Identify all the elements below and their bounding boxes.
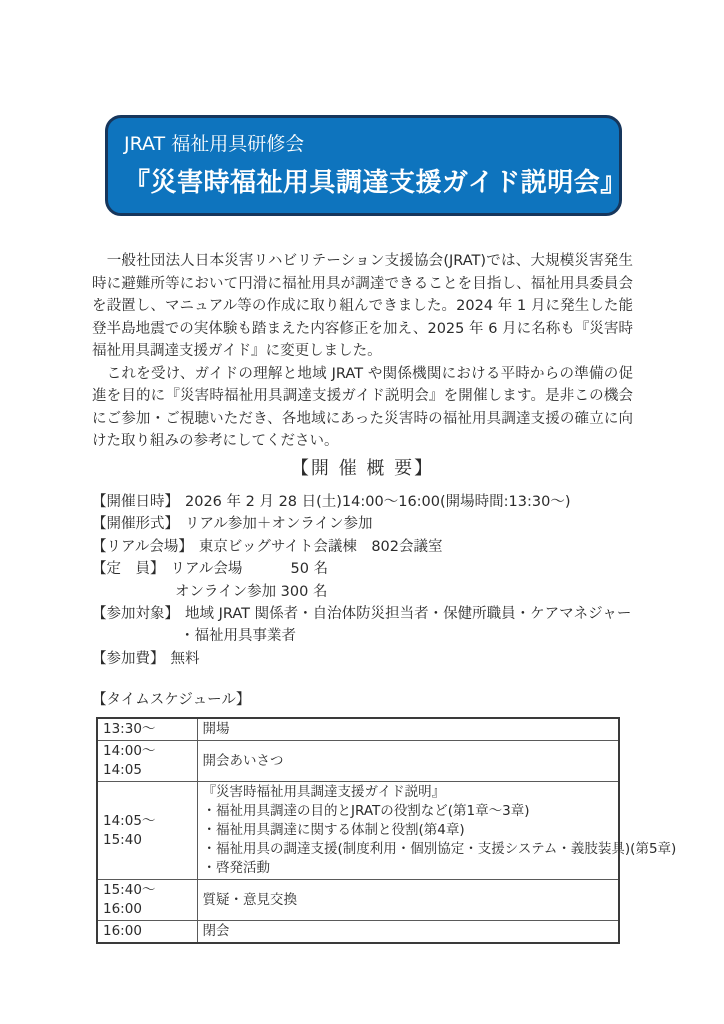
overview-item-target <box>92 603 633 625</box>
overview-label: 【参加費】 <box>92 650 165 667</box>
schedule-heading: 【タイムスケジュール】 <box>92 692 251 708</box>
schedule-desc-cell <box>197 782 677 880</box>
schedule-desc-cell: 質疑・意見交換 <box>197 880 619 921</box>
table-row <box>97 880 619 921</box>
overview-heading: 【開 催 概 要】 <box>290 458 435 479</box>
overview-label: 【開催形式】 <box>92 516 179 533</box>
overview-item-capacity <box>92 558 633 580</box>
event-title: 『災害時福祉用具調達支援ガイド説明会』 <box>124 168 627 198</box>
table-row <box>97 718 619 741</box>
overview-value: リアル会場 50 名 <box>170 561 329 578</box>
schedule-desc-cell: 開場 <box>197 718 619 741</box>
schedule-desc-line: ・福祉用具調達の目的とJRATの役割など(第1章～3章) <box>202 803 530 819</box>
overview-value: リアル参加＋オンライン参加 <box>185 516 373 533</box>
event-series-name: JRAT 福祉用具研修会 <box>124 133 305 155</box>
schedule-desc-line: ・啓発活動 <box>202 860 270 876</box>
overview-label: 【開催日時】 <box>92 494 179 510</box>
overview-value: オンライン参加 300 名 <box>175 583 328 600</box>
overview-item-venue <box>92 536 633 558</box>
overview-label: 【リアル会場】 <box>92 538 193 555</box>
overview-item-fee <box>92 648 633 670</box>
overview-value: 地域 JRAT 関係者・自治体防災担当者・保健所職員・ケアマネジャー <box>185 606 632 623</box>
table-row <box>97 782 619 880</box>
overview-value: 東京ビッグサイト会議棟 802会議室 <box>198 538 443 555</box>
overview-item-datetime <box>92 491 633 513</box>
overview-section <box>92 491 633 670</box>
table-row <box>97 921 619 944</box>
schedule-desc-line: ・福祉用具調達に関する体制と役割(第4章) <box>202 822 465 838</box>
intro-paragraph-1: 一般社団法人日本災害リハビリテーション支援協会(JRAT)では、大規模災害発生時に避難所等において円滑に福祉用具が調達できることを目指し、福祉用具委員会を設置し、マニュアル等の作成に取り組んできました。2024 年 1 月に発生した能登半島地震での実体験も踏まえた内容修正を加え、2025 年 6 月に名称も『災害時福祉用具調達支援ガイド』に変更しました。 <box>92 253 633 359</box>
overview-value: ・福祉用具事業者 <box>180 628 296 645</box>
schedule-desc-cell: 開会あいさつ <box>197 741 619 782</box>
table-row <box>97 741 619 782</box>
schedule-time-cell: 14:00～14:05 <box>97 741 197 782</box>
schedule-time-cell: 14:05～15:40 <box>97 782 197 880</box>
schedule-desc-cell: 閉会 <box>197 921 619 944</box>
schedule-time-cell: 16:00 <box>97 921 197 944</box>
overview-item-target-cont <box>92 625 633 647</box>
intro-section <box>92 250 633 453</box>
overview-label: 【参加対象】 <box>92 606 179 623</box>
schedule-time-cell: 13:30～ <box>97 718 197 741</box>
schedule-desc-line: 『災害時福祉用具調達支援ガイド説明』 <box>202 784 446 800</box>
schedule-desc-line: ・福祉用具の調達支援(制度利用・個別協定・支援システム・義肢装具)(第5章) <box>202 841 677 857</box>
intro-paragraph-2: これを受け、ガイドの理解と地域 JRAT や関係機関における平時からの準備の促進を目的に『災害時福祉用具調達支援ガイド説明会』を開催します。是非この機会にご参加・ご視聴いただき、各地域にあった災害時の福祉用具調達支援の確立に向けた取り組みの参考にしてください。 <box>92 365 633 449</box>
overview-label: 【定 員】 <box>92 561 165 578</box>
overview-value: 2026 年 2 月 28 日(土)14:00～16:00(開場時間:13:30～) <box>185 494 571 510</box>
overview-item-format <box>92 513 633 535</box>
overview-item-capacity-online <box>92 581 633 603</box>
overview-value: 無料 <box>170 650 200 667</box>
schedule-table <box>96 717 677 944</box>
schedule-time-cell: 15:40～16:00 <box>97 880 197 921</box>
event-title-banner <box>105 115 627 216</box>
